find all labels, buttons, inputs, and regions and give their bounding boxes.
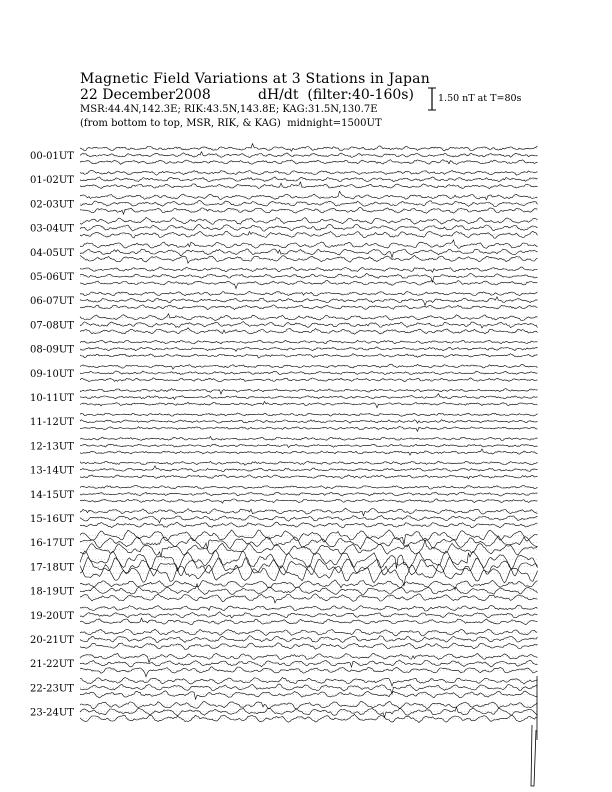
trace-rik [80,444,538,447]
hour-row [30,437,538,456]
filter: (filter:40-160s) [307,87,414,103]
trace-kag [80,364,538,369]
hour-label: 05-06UT [30,272,74,283]
hour-row [30,217,538,238]
trace-msr [80,255,538,263]
trace-rik [80,466,538,472]
hour-row [30,413,538,431]
hour-row [30,170,538,188]
quantity: dH/dt [258,87,299,103]
trace-rik [80,249,538,258]
hour-row [30,701,538,722]
trace-rik [80,684,538,694]
spike-trace [531,676,537,786]
hour-label: 10-11UT [30,393,74,404]
trace-kag [80,389,538,394]
trace-msr [80,449,538,455]
trace-kag [80,530,538,544]
hour-row [30,629,538,649]
hour-label: 14-15UT [30,489,74,501]
trace-kag [80,240,538,248]
trace-kag [80,191,538,200]
trace-kag [80,217,538,224]
trace-msr [80,594,538,603]
hour-row [30,486,538,504]
hour-label: 09-10UT [30,368,74,380]
hour-label: 04-05UT [30,247,74,259]
hour-label: 15-16UT [30,514,74,525]
trace-msr [80,160,538,165]
trace-msr [80,691,538,700]
hour-label: 18-19UT [30,586,74,598]
hour-label: 07-08UT [30,320,74,332]
hour-label: 12-13UT [30,441,74,453]
hour-label: 11-12UT [30,417,74,429]
hour-row [30,389,538,408]
trace-kag [80,580,538,590]
trace-kag [80,653,538,662]
hour-label: 21-22UT [30,659,74,671]
trace-rik [80,152,538,158]
scale-bar-label: 1.50 nT at T=80s [438,93,522,104]
hour-label: 13-14UT [30,465,74,477]
trace-rik [80,297,538,306]
order-note: (from bottom to top, MSR, RIK, & KAG) [80,118,281,129]
trace-msr [80,378,538,382]
hour-label: 08-09UT [30,344,74,356]
hour-row [30,605,538,625]
trace-msr [80,427,538,432]
trace-rik [80,273,538,282]
hour-row [30,267,538,289]
trace-kag [80,486,538,490]
hour-label: 06-07UT [30,296,74,308]
trace-kag [80,267,538,272]
hour-label: 03-04UT [30,223,74,235]
hour-row [30,461,538,479]
scale-bar [428,88,436,110]
hour-label: 02-03UT [30,199,74,211]
trace-msr [80,618,538,625]
trace-rik [80,347,538,351]
trace-msr [80,667,538,677]
trace-msr [80,499,538,503]
hour-row [30,291,538,309]
hour-label: 19-20UT [30,610,74,622]
hour-label: 16-17UT [30,538,74,550]
hour-label: 17-18UT [30,562,74,574]
midnight-note: midnight=1500UT [287,118,382,129]
station-coordinates: MSR:44.4N,142.3E; RIK:43.5N,143.8E; KAG:31.5N,130.7E [80,104,378,115]
hour-label: 22-23UT [30,683,74,695]
trace-kag [80,291,538,295]
hour-row [30,314,538,335]
trace-msr [80,182,538,189]
hour-row [30,364,538,381]
trace-msr [80,207,538,214]
trace-rik [80,371,538,375]
trace-msr [80,281,538,289]
date: 22 December2008 [80,87,211,103]
hour-row [30,677,538,699]
hour-row [30,530,538,557]
hour-row [30,144,538,165]
hour-row [30,580,538,603]
hour-row [30,508,538,528]
trace-kag [80,144,538,152]
hour-row [30,551,538,587]
hour-label: 23-24UT [30,707,74,719]
hour-row [30,191,538,214]
trace-msr [80,328,538,335]
trace-kag [80,437,538,441]
trace-kag [80,314,538,321]
trace-rik [80,516,538,523]
trace-rik [80,584,538,595]
trace-rik [80,394,538,400]
hour-row [30,240,538,263]
hour-row [30,340,538,358]
hour-label: 01-02UT [30,175,74,187]
hour-label: 00-01UT [30,151,74,162]
chart-title: Magnetic Field Variations at 3 Stations in Japan [80,71,430,87]
trace-kag [80,508,538,516]
hour-row [30,653,538,676]
hour-label: 20-21UT [30,635,74,646]
trace-msr [80,402,538,408]
